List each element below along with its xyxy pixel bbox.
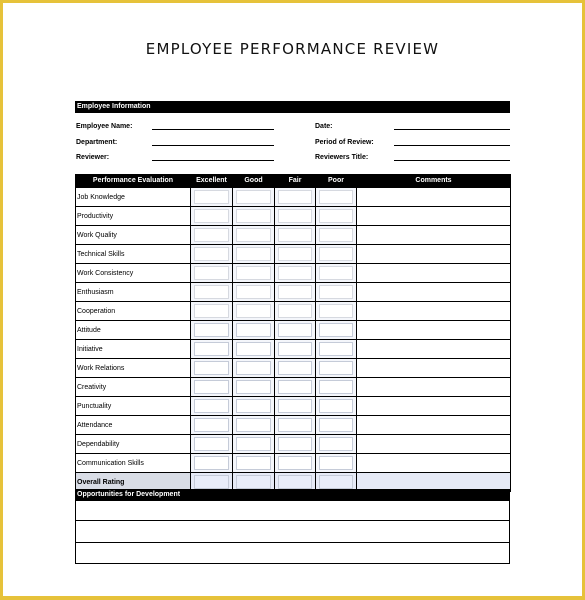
comments-cell[interactable] [357, 321, 511, 340]
fair-rating-box[interactable] [278, 437, 312, 451]
good-rating-box[interactable] [236, 399, 271, 413]
excellent-rating-cell[interactable] [191, 416, 233, 435]
comments-header: Comments [357, 175, 511, 188]
poor-rating-cell[interactable] [316, 226, 357, 245]
good-rating-box[interactable] [236, 190, 271, 204]
poor-rating-cell[interactable] [316, 416, 357, 435]
development-note-line [76, 520, 509, 521]
fair-rating-cell[interactable] [275, 302, 316, 321]
poor-rating-box[interactable] [319, 266, 353, 280]
fair-rating-cell[interactable] [275, 454, 316, 473]
comments-cell[interactable] [357, 397, 511, 416]
department-label: Department: [76, 139, 118, 146]
fair-rating-cell[interactable] [275, 340, 316, 359]
poor-rating-cell[interactable] [316, 321, 357, 340]
document-title: EMPLOYEE PERFORMANCE REVIEW [145, 40, 440, 58]
table-row [76, 188, 511, 207]
poor-rating-cell[interactable] [316, 283, 357, 302]
good-rating-cell[interactable] [233, 226, 275, 245]
poor-rating-cell[interactable] [316, 378, 357, 397]
performance-evaluation-header: Performance Evaluation [76, 175, 191, 188]
poor-rating-box[interactable] [319, 304, 353, 318]
good-rating-cell[interactable] [233, 416, 275, 435]
good-rating-box[interactable] [236, 209, 271, 223]
excellent-rating-cell[interactable] [191, 207, 233, 226]
poor-rating-box[interactable] [319, 342, 353, 356]
table-row [76, 359, 511, 378]
excellent-rating-box[interactable] [194, 418, 229, 432]
poor-rating-cell[interactable] [316, 359, 357, 378]
table-row [76, 416, 511, 435]
fair-rating-cell[interactable] [275, 378, 316, 397]
excellent-rating-box[interactable] [194, 380, 229, 394]
criterion-label: Dependability [76, 435, 191, 454]
poor-rating-box[interactable] [319, 361, 353, 375]
good-rating-cell[interactable] [233, 283, 275, 302]
reviewers-title-field[interactable] [394, 160, 510, 161]
criterion-label: Creativity [76, 378, 191, 397]
development-notes-area[interactable] [75, 500, 510, 564]
fair-rating-box[interactable] [278, 418, 312, 432]
fair-rating-cell[interactable] [275, 321, 316, 340]
overall-rating-label: Overall Rating [76, 473, 191, 492]
table-row [76, 264, 511, 283]
fair-rating-box[interactable] [278, 456, 312, 470]
fair-rating-cell[interactable] [275, 226, 316, 245]
excellent-rating-box[interactable] [194, 228, 229, 242]
comments-cell[interactable] [357, 302, 511, 321]
criterion-label: Job Knowledge [76, 188, 191, 207]
good-rating-box[interactable] [236, 228, 271, 242]
poor-rating-box[interactable] [319, 418, 353, 432]
poor-rating-box[interactable] [319, 456, 353, 470]
fair-rating-box[interactable] [278, 323, 312, 337]
opportunities-for-development-header: Opportunities for Development [75, 489, 510, 501]
table-row [76, 340, 511, 359]
excellent-rating-box[interactable] [194, 399, 229, 413]
department-field[interactable] [152, 145, 274, 146]
good-rating-cell[interactable] [233, 359, 275, 378]
excellent-rating-cell[interactable] [191, 283, 233, 302]
table-row [76, 435, 511, 454]
development-note-line [76, 542, 509, 543]
good-rating-cell[interactable] [233, 454, 275, 473]
period-of-review-label: Period of Review: [315, 139, 374, 146]
excellent-rating-cell[interactable] [191, 340, 233, 359]
employee-name-label: Employee Name: [76, 123, 133, 130]
excellent-rating-cell[interactable] [191, 188, 233, 207]
excellent-rating-cell[interactable] [191, 264, 233, 283]
fair-rating-cell[interactable] [275, 283, 316, 302]
criterion-label: Cooperation [76, 302, 191, 321]
table-row [76, 302, 511, 321]
poor-rating-box[interactable] [319, 323, 353, 337]
poor-rating-cell[interactable] [316, 397, 357, 416]
good-header: Good [233, 175, 275, 188]
comments-cell[interactable] [357, 359, 511, 378]
good-rating-cell[interactable] [233, 207, 275, 226]
poor-rating-cell[interactable] [316, 188, 357, 207]
comments-cell[interactable] [357, 340, 511, 359]
good-rating-cell[interactable] [233, 264, 275, 283]
good-rating-cell[interactable] [233, 321, 275, 340]
poor-rating-cell[interactable] [316, 302, 357, 321]
good-rating-box[interactable] [236, 266, 271, 280]
good-rating-box[interactable] [236, 456, 271, 470]
good-rating-box[interactable] [236, 323, 271, 337]
poor-rating-box[interactable] [319, 209, 353, 223]
fair-rating-cell[interactable] [275, 435, 316, 454]
fair-rating-box[interactable] [278, 247, 312, 261]
fair-header: Fair [275, 175, 316, 188]
fair-rating-box[interactable] [278, 475, 312, 489]
criterion-label: Punctuality [76, 397, 191, 416]
period-of-review-field[interactable] [394, 145, 510, 146]
date-label: Date: [315, 123, 333, 130]
criterion-label: Work Quality [76, 226, 191, 245]
comments-cell[interactable] [357, 188, 511, 207]
poor-rating-box[interactable] [319, 399, 353, 413]
criterion-label: Attitude [76, 321, 191, 340]
table-row [76, 397, 511, 416]
criterion-label: Attendance [76, 416, 191, 435]
good-rating-cell[interactable] [233, 302, 275, 321]
excellent-rating-box[interactable] [194, 266, 229, 280]
fair-rating-cell[interactable] [275, 245, 316, 264]
poor-rating-box[interactable] [319, 247, 353, 261]
reviewer-label: Reviewer: [76, 154, 110, 161]
fair-rating-box[interactable] [278, 361, 312, 375]
good-rating-box[interactable] [236, 304, 271, 318]
excellent-rating-box[interactable] [194, 361, 229, 375]
poor-rating-cell[interactable] [316, 340, 357, 359]
fair-rating-box[interactable] [278, 342, 312, 356]
excellent-rating-cell[interactable] [191, 397, 233, 416]
good-rating-cell[interactable] [233, 188, 275, 207]
table-header-row [76, 175, 511, 188]
comments-cell[interactable] [357, 416, 511, 435]
excellent-rating-box[interactable] [194, 437, 229, 451]
excellent-header: Excellent [191, 175, 233, 188]
good-rating-box[interactable] [236, 380, 271, 394]
fair-rating-box[interactable] [278, 190, 312, 204]
good-rating-box[interactable] [236, 418, 271, 432]
comments-cell[interactable] [357, 378, 511, 397]
criterion-label: Initiative [76, 340, 191, 359]
comments-cell[interactable] [357, 435, 511, 454]
table-row [76, 226, 511, 245]
employee-name-field[interactable] [152, 129, 274, 130]
table-row [76, 378, 511, 397]
fair-rating-box[interactable] [278, 285, 312, 299]
poor-rating-cell[interactable] [316, 264, 357, 283]
excellent-rating-cell[interactable] [191, 435, 233, 454]
good-rating-box[interactable] [236, 361, 271, 375]
excellent-rating-cell[interactable] [191, 245, 233, 264]
table-row [76, 207, 511, 226]
comments-cell[interactable] [357, 207, 511, 226]
table-row [76, 321, 511, 340]
excellent-rating-cell[interactable] [191, 378, 233, 397]
employee-information-header: Employee Information [75, 101, 510, 113]
fair-rating-box[interactable] [278, 304, 312, 318]
poor-rating-cell[interactable] [316, 207, 357, 226]
comments-cell[interactable] [357, 264, 511, 283]
fair-rating-box[interactable] [278, 209, 312, 223]
fair-rating-box[interactable] [278, 228, 312, 242]
poor-rating-box[interactable] [319, 285, 353, 299]
good-rating-box[interactable] [236, 285, 271, 299]
poor-rating-cell[interactable] [316, 245, 357, 264]
excellent-rating-box[interactable] [194, 190, 229, 204]
poor-rating-box[interactable] [319, 380, 353, 394]
excellent-rating-box[interactable] [194, 475, 229, 489]
excellent-rating-box[interactable] [194, 304, 229, 318]
criterion-label: Communication Skills [76, 454, 191, 473]
good-rating-box[interactable] [236, 437, 271, 451]
poor-rating-box[interactable] [319, 190, 353, 204]
poor-rating-box[interactable] [319, 437, 353, 451]
good-rating-box[interactable] [236, 475, 271, 489]
poor-header: Poor [316, 175, 357, 188]
comments-cell[interactable] [357, 283, 511, 302]
criterion-label: Enthusiasm [76, 283, 191, 302]
reviewer-field[interactable] [152, 160, 274, 161]
fair-rating-box[interactable] [278, 380, 312, 394]
good-rating-cell[interactable] [233, 340, 275, 359]
excellent-rating-box[interactable] [194, 342, 229, 356]
table-row [76, 283, 511, 302]
excellent-rating-box[interactable] [194, 209, 229, 223]
good-rating-cell[interactable] [233, 435, 275, 454]
fair-rating-cell[interactable] [275, 397, 316, 416]
poor-rating-box[interactable] [319, 228, 353, 242]
table-row [76, 245, 511, 264]
excellent-rating-cell[interactable] [191, 321, 233, 340]
excellent-rating-cell[interactable] [191, 226, 233, 245]
performance-evaluation-table [75, 174, 511, 492]
criterion-label: Work Relations [76, 359, 191, 378]
criterion-label: Productivity [76, 207, 191, 226]
good-rating-box[interactable] [236, 342, 271, 356]
criterion-label: Work Consistency [76, 264, 191, 283]
good-rating-box[interactable] [236, 247, 271, 261]
good-rating-cell[interactable] [233, 378, 275, 397]
fair-rating-cell[interactable] [275, 416, 316, 435]
fair-rating-cell[interactable] [275, 188, 316, 207]
excellent-rating-cell[interactable] [191, 359, 233, 378]
fair-rating-box[interactable] [278, 266, 312, 280]
comments-cell[interactable] [357, 226, 511, 245]
table-row [76, 454, 511, 473]
excellent-rating-cell[interactable] [191, 454, 233, 473]
excellent-rating-box[interactable] [194, 285, 229, 299]
good-rating-cell[interactable] [233, 397, 275, 416]
date-field[interactable] [394, 129, 510, 130]
reviewers-title-label: Reviewers Title: [315, 154, 369, 161]
excellent-rating-box[interactable] [194, 323, 229, 337]
poor-rating-box[interactable] [319, 475, 353, 489]
fair-rating-cell[interactable] [275, 207, 316, 226]
fair-rating-cell[interactable] [275, 264, 316, 283]
good-rating-cell[interactable] [233, 245, 275, 264]
comments-cell[interactable] [357, 454, 511, 473]
poor-rating-cell[interactable] [316, 454, 357, 473]
excellent-rating-box[interactable] [194, 456, 229, 470]
fair-rating-cell[interactable] [275, 359, 316, 378]
comments-cell[interactable] [357, 245, 511, 264]
fair-rating-box[interactable] [278, 399, 312, 413]
poor-rating-cell[interactable] [316, 435, 357, 454]
criterion-label: Technical Skills [76, 245, 191, 264]
excellent-rating-box[interactable] [194, 247, 229, 261]
excellent-rating-cell[interactable] [191, 302, 233, 321]
